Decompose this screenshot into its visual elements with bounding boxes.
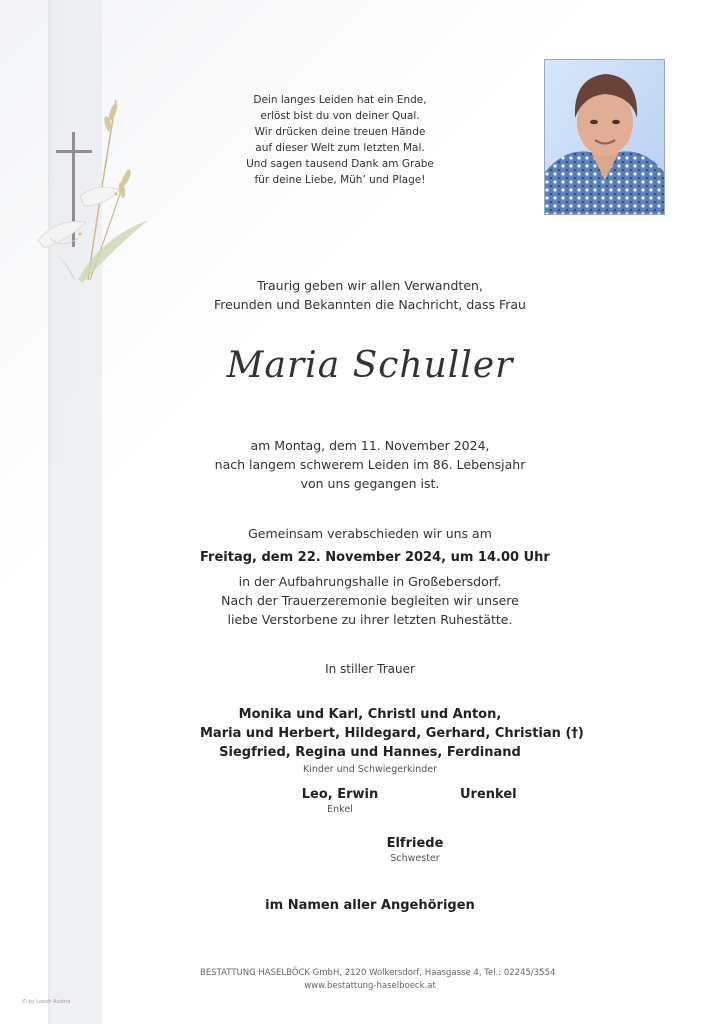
intro-line: Freunden und Bekannten die Nachricht, dass Frau — [214, 297, 526, 312]
footer-website-link[interactable]: www.bestattung-haselboeck.at — [304, 981, 436, 991]
great-grandchildren-label: Urenkel — [460, 787, 517, 802]
sister-label: Schwester — [390, 853, 440, 864]
death-info-line: nach langem schwerem Leiden im 86. Lebensjahr — [214, 457, 526, 472]
children-line: Monika und Karl, Christl und Anton, — [238, 707, 502, 722]
poem-line: Dein langes Leiden hat ein Ende, — [253, 94, 427, 106]
ceremony-lead: Gemeinsam verabschieden wir uns am — [248, 526, 492, 541]
poem-line: Wir drücken deine treuen Hände — [254, 126, 426, 138]
death-info-line: am Montag, dem 11. November 2024, — [250, 438, 490, 453]
sister-group — [370, 836, 460, 867]
deceased-name: Maria Schuller — [226, 345, 514, 386]
cross-and-lily-icon — [28, 90, 158, 300]
footer — [200, 967, 556, 993]
copyright-note: © by Loeoh Austria — [22, 999, 71, 1005]
ceremony-date: Freitag, dem 22. November 2024, um 14.00 Uhr — [200, 550, 550, 565]
poem-line: für deine Liebe, Müh’ und Plage! — [254, 174, 426, 186]
grandchildren-label: Enkel — [327, 804, 353, 815]
portrait-photo — [544, 59, 665, 215]
ceremony-info — [200, 524, 550, 629]
poem-line: erlöst bist du von deiner Qual. — [260, 110, 420, 122]
grandchildren-names: Leo, Erwin — [301, 787, 379, 802]
intro-line: Traurig geben wir allen Verwandten, — [257, 278, 483, 293]
footer-address: BESTATTUNG HASELBÖCK GmbH, 2120 Wolkersdorf, Haasgasse 4, Tel.: 02245/3554 — [200, 968, 556, 978]
poem-line: auf dieser Welt zum letzten Mal. — [255, 142, 425, 154]
closing-line: im Namen aller Angehörigen — [265, 898, 475, 913]
children-line: Maria und Herbert, Hildegard, Gerhard, Christian (†) — [200, 726, 584, 741]
death-info — [200, 436, 540, 493]
sister-name: Elfriede — [386, 836, 444, 851]
children-line: Siegfried, Regina und Hannes, Ferdinand — [219, 745, 521, 760]
grandchildren-group — [300, 787, 380, 818]
children-list — [200, 705, 584, 778]
ceremony-line: liebe Verstorbene zu ihrer letzten Ruhestätte. — [227, 612, 513, 627]
mourning-heading: In stiller Trauer — [325, 662, 415, 676]
poem-line: Und sagen tausend Dank am Grabe — [246, 158, 434, 170]
ceremony-line: in der Aufbahrungshalle in Großebersdorf. — [238, 574, 502, 589]
poem — [200, 92, 480, 188]
death-info-line: von uns gegangen ist. — [300, 476, 440, 491]
children-label: Kinder und Schwiegerkinder — [302, 764, 438, 775]
announcement-intro — [200, 276, 540, 314]
ceremony-line: Nach der Trauerzeremonie begleiten wir unsere — [221, 593, 519, 608]
